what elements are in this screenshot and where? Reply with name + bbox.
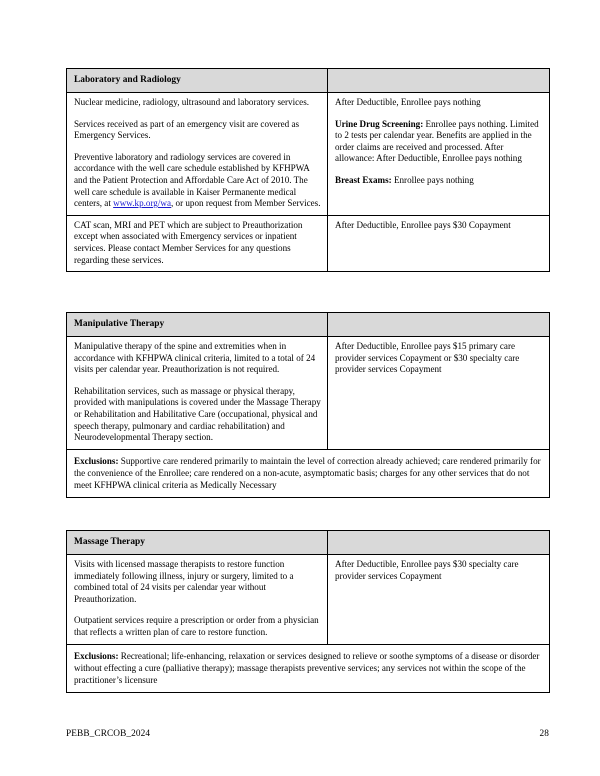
exclusions-text: Supportive care rendered primarily to maintain the level of correction already achieved; care rendered primarily for the convenience of the Enrollee; care rendered on a non-acute, asymptomatic basis; charges for any other services that do not meet KFHPWA clinical criteria as Medically Necessary: [74, 455, 541, 491]
service-description-cell: [67, 555, 328, 645]
service-paragraph: [74, 152, 321, 210]
benefit-description-cell: [328, 555, 550, 645]
exclusions-row: [67, 644, 550, 693]
benefit-description-cell: [328, 337, 550, 450]
exclusions-row: [67, 449, 550, 498]
table-row: [67, 337, 550, 450]
service-paragraph: Visits with licensed massage therapists to restore function immediately following illness, injury or surgery, limited to a combined total of 24 visits per calendar year without Preauthorization.: [74, 559, 294, 604]
table-header-cell-benefit: [328, 69, 550, 93]
table-header-row: [67, 69, 550, 93]
table-header-row: [67, 313, 550, 337]
service-description-cell: [67, 215, 328, 271]
benefit-paragraph: After Deductible, Enrollee pays $15 primary care provider services Copayment or $30 specialty care provider services Copayment: [335, 341, 520, 375]
table-header-row: [67, 531, 550, 555]
kp-website-link[interactable]: www.kp.org/wa: [113, 198, 171, 209]
table-header-cell-benefit: [328, 313, 550, 337]
service-text-after-link: , or upon request from Member Services.: [170, 198, 321, 209]
table-row: [67, 93, 550, 216]
exclusions-label: Exclusions:: [74, 650, 119, 661]
service-paragraph: CAT scan, MRI and PET which are subject to Preauthorization except when associated with Emergency services or inpatient services. Please contact Member Services for any questions regarding these services.: [74, 219, 303, 265]
service-description-cell: [67, 93, 328, 216]
benefit-paragraph: [335, 119, 543, 165]
benefit-paragraph: After Deductible, Enrollee pays nothing: [335, 97, 481, 107]
exclusions-label: Exclusions:: [74, 455, 119, 466]
table-header-cell-service: Massage Therapy: [67, 531, 328, 555]
benefit-text: Enrollee pays nothing. Limited to 2 tests per calendar year. Benefits are applied in the order claims are received and processed. After allowance: After Deductible, Enrollee pays nothing: [335, 118, 539, 164]
footer-page-number: 28: [539, 729, 549, 739]
table-header-cell-benefit: [328, 531, 550, 555]
page-footer: [66, 729, 549, 739]
exclusions-cell: [67, 449, 550, 498]
benefit-table-massage-therapy: [66, 530, 550, 693]
service-paragraph: Nuclear medicine, radiology, ultrasound and laboratory services.: [74, 97, 310, 107]
service-text-before-link: Preventive laboratory and radiology services are covered in accordance with the well care schedule established by KFHPWA and the Patient Protection and Affordable Care Act of 2010. The well care schedule is available in Kaiser Permanente medical centers, at: [74, 151, 310, 209]
benefit-table-laboratory-radiology: [66, 68, 550, 272]
table-header-cell-service: Manipulative Therapy: [67, 313, 328, 337]
benefit-description-cell: [328, 215, 550, 271]
exclusions-cell: [67, 644, 550, 693]
service-paragraph: Manipulative therapy of the spine and extremities when in accordance with KFHPWA clinical criteria, limited to a total of 24 visits per calendar year. Preauthorization is not required.: [74, 341, 316, 375]
exclusions-text: Recreational; life-enhancing, relaxation or services designed to relieve or soothe symptoms of a disease or disorder without effecting a cure (palliative therapy); massage therapists preventive services; any services not within the scope of the practitioner’s licensure: [74, 650, 540, 685]
footer-document-id: PEBB_CRCOB_2024: [66, 729, 151, 739]
benefit-paragraph: [335, 175, 543, 187]
benefit-text: Enrollee pays nothing: [391, 174, 474, 185]
benefit-label-urine-drug-screening: Urine Drug Screening:: [335, 118, 424, 129]
table-header-cell-service: Laboratory and Radiology: [67, 69, 328, 93]
benefit-paragraph: After Deductible, Enrollee pays $30 Copayment: [335, 219, 511, 230]
table-row: [67, 215, 550, 271]
service-paragraph: Services received as part of an emergency visit are covered as Emergency Services.: [74, 118, 300, 141]
benefit-paragraph: After Deductible, Enrollee pays $30 specialty care provider services Copayment: [335, 559, 519, 581]
benefit-description-cell: [328, 93, 550, 216]
benefit-table-manipulative-therapy: [66, 312, 550, 498]
table-row: [67, 555, 550, 645]
service-paragraph: Outpatient services require a prescription or order from a physician that reflects a written plan of care to restore function.: [74, 615, 319, 637]
service-description-cell: [67, 337, 328, 450]
benefit-label-breast-exams: Breast Exams:: [335, 174, 392, 185]
service-paragraph: Rehabilitation services, such as massage or physical therapy, provided with manipulations is covered under the Massage Therapy or Rehabilitation and Habilitative Care (occupational, physical and speech therapy, pulmonary and cardiac rehabilitation) and Neurodevelopmental Therapy section.: [74, 385, 321, 443]
